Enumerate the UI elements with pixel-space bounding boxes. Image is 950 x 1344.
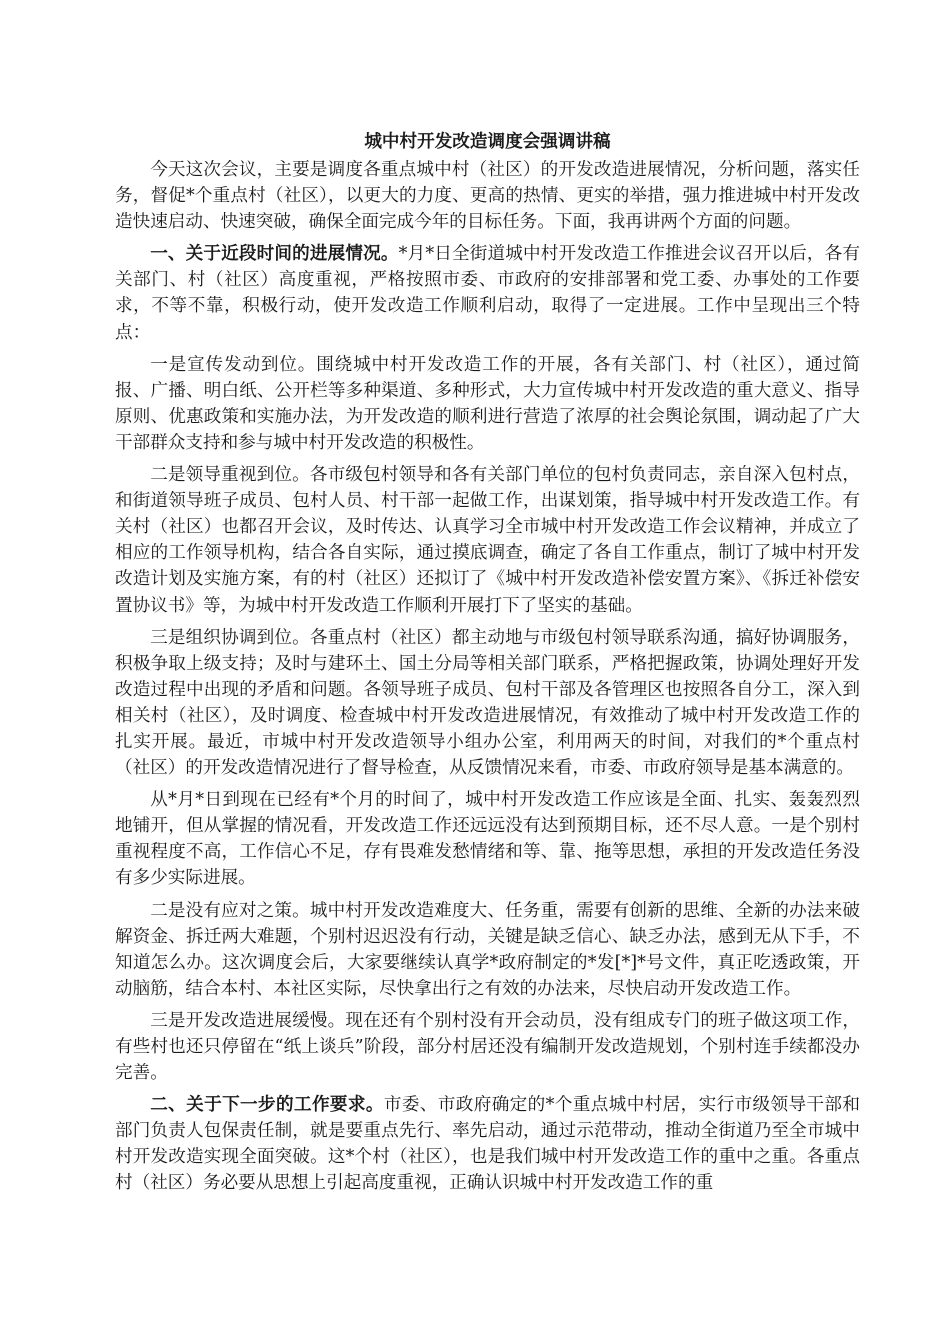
paragraph-text: 二是领导重视到位。各市级包村领导和各有关部门单位的包村负责同志，亲自深入包村点，和街道领导班子成员、包村人员、村干部一起做工作，出谋划策，指导城中村开发改造工作。有关村（社区）也都召开会议，及时传达、认真学习全市城中村开发改造工作会议精神，并成立了相应的工作领导机构，结合各自实际，通过摸底调查，确定了各自工作重点，制订了城中村开发改造计划及实施方案，有的村（社区）还拟订了《城中村开发改造补偿安置方案》、《拆迁补偿安置协议书》等，为城中村开发改造工作顺利开展打下了坚实的基础。 bbox=[115, 465, 860, 616]
paragraph-section-1 bbox=[115, 241, 860, 345]
document-title: 城中村开发改造调度会强调讲稿 bbox=[364, 131, 611, 152]
paragraph-problems bbox=[115, 787, 860, 891]
paragraph-point-3 bbox=[115, 625, 860, 782]
paragraph-text: 二是没有应对之策。城中村开发改造难度大、任务重，需要有创新的思维、全新的办法来破解资金、拆迁两大难题，个别村迟迟没有行动，关键是缺乏信心、缺乏办法，感到无从下手，不知道怎么办。这次调度会后，大家要继续认真学*政府制定的*发[*]*号文件，真正吃透政策，开动脑筋，结合本村、本社区实际，尽快拿出行之有效的办法来，尽快启动开发改造工作。 bbox=[115, 900, 860, 999]
paragraph-text: 一是宣传发动到位。围绕城中村开发改造工作的开展，各有关部门、村（社区），通过简报、广播、明白纸、公开栏等多种渠道、多种形式，大力宣传城中村开发改造的重大意义、指导原则、优惠政策和实施办法，为开发改造的顺利进行营造了浓厚的社会舆论氛围，调动起了广大干部群众支持和参与城中村开发改造的积极性。 bbox=[115, 354, 860, 453]
section-heading: 二、关于下一步的工作要求。 bbox=[150, 1094, 384, 1116]
paragraph-problem-3 bbox=[115, 1008, 860, 1086]
paragraph-section-2 bbox=[115, 1092, 860, 1196]
paragraph-text: 市委、市政府确定的*个重点城中村居，实行市级领导干部和部门负责人包保责任制，就是要重点先行、率先启动，通过示范带动，推动全街道乃至全市城中村开发改造实现全面突破。这*个村（社区），也是我们城中村开发改造工作的重中之重。各重点村（社区）务必要从思想上引起高度重视，正确认识城中村开发改造工作的重 bbox=[115, 1095, 860, 1194]
paragraph-text: 从*月*日到现在已经有*个月的时间了，城中村开发改造工作应该是全面、扎实、轰轰烈烈地铺开，但从掌握的情况看，开发改造工作还远远没有达到预期目标，还不尽人意。一是个别村重视程度不高，工作信心不足，存有畏难发愁情绪和等、靠、拖等思想，承担的开发改造任务没有多少实际进展。 bbox=[115, 790, 860, 889]
paragraph-text: *月*日全街道城中村开发改造工作推进会议召开以后，各有关部门、村（社区）高度重视，严格按照市委、市政府的安排部署和党工委、办事处的工作要求，不等不靠，积极行动，使开发改造工作顺利启动，取得了一定进展。工作中呈现出三个特点： bbox=[115, 244, 860, 343]
paragraph-point-2 bbox=[115, 462, 860, 619]
paragraph-intro bbox=[115, 157, 860, 235]
paragraph-text: 三是组织协调到位。各重点村（社区）都主动地与市级包村领导联系沟通，搞好协调服务，积极争取上级支持；及时与建环土、国土分局等相关部门联系，严格把握政策，协调处理好开发改造过程中出现的矛盾和问题。各领导班子成员、包村干部及各管理区也按照各自分工，深入到相关村（社区），及时调度、检查城中村开发改造进展情况，有效推动了城中村开发改造工作的扎实开展。最近，市城中村开发改造领导小组办公室，利用两天的时间，对我们的*个重点村（社区）的开发改造情况进行了督导检查，从反馈情况来看，市委、市政府领导是基本满意的。 bbox=[115, 627, 860, 779]
paragraph-text: 三是开发改造进展缓慢。现在还有个别村没有开会动员，没有组成专门的班子做这项工作，有些村也还只停留在“纸上谈兵”阶段，部分村居还没有编制开发改造规划，个别村连手续都没办完善。 bbox=[115, 1010, 860, 1084]
paragraph-problem-2 bbox=[115, 898, 860, 1002]
section-heading: 一、关于近段时间的进展情况。 bbox=[150, 243, 399, 265]
paragraph-text: 今天这次会议，主要是调度各重点城中村（社区）的开发改造进展情况，分析问题，落实任务，督促*个重点村（社区），以更大的力度、更高的热情、更实的举措，强力推进城中村开发改造快速启动、快速突破，确保全面完成今年的目标任务。下面，我再讲两个方面的问题。 bbox=[115, 160, 860, 233]
document-page bbox=[115, 128, 860, 1197]
paragraph-point-1 bbox=[115, 352, 860, 456]
